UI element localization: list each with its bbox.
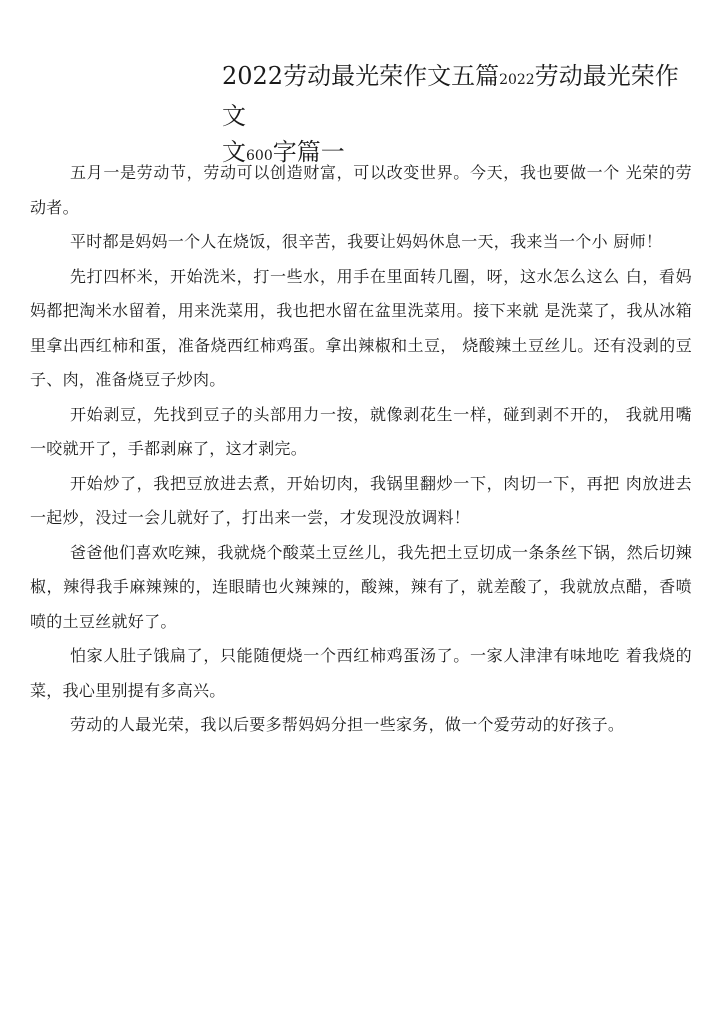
paragraph: 开始炒了，我把豆放进去煮，开始切肉，我锅里翻炒一下，肉切一下，再把 肉放进去一起炒，没过一会儿就好了，打出来一尝，才发现没放调料！ (30, 473, 692, 527)
paragraph: 劳动的人最光荣，我以后要多帮妈妈分担一些家务，做一个爱劳动的好孩子。 (70, 715, 625, 734)
title-part-b: 2022 (499, 72, 535, 88)
paragraph: 开始剥豆，先找到豆子的头部用力一按，就像剥花生一样，碰到剥不开的， 我就用嘴一咬就开了，手都剥麻了，这才剥完。 (30, 404, 692, 458)
paragraph: 怕家人肚子饿扁了，只能随便烧一个西红柿鸡蛋汤了。一家人津津有味地吃 着我烧的菜，我心里别提有多高兴。 (30, 646, 692, 700)
title-part-c: 劳动最光荣作文 (222, 62, 679, 130)
title-part-a: 2022劳动最光荣作文五篇 (222, 62, 500, 90)
paragraph: 爸爸他们喜欢吃辣，我就烧个酸菜土豆丝儿，我先把土豆切成一条条丝下锅，然后切辣椒，辣得我手麻辣辣的，连眼睛也火辣辣的，酸辣，辣有了，就差酸了，我就放点醋，香喷喷的土豆丝就好了。 (30, 542, 692, 631)
title-part-e: 字篇一 (272, 138, 345, 166)
paragraph: 五月一是劳动节，劳动可以创造财富，可以改变世界。今天，我也要做一个 光荣的劳动者。 (30, 163, 692, 217)
title-part-d: 600 (246, 148, 273, 164)
paragraph: 平时都是妈妈一个人在烧饭，很辛苦，我要让妈妈休息一天，我来当一个小 厨师！ (70, 232, 663, 251)
document-title: 2022劳动最光荣作文五篇2022劳动最光荣作文 文600字篇一 (222, 62, 679, 166)
paragraph: 先打四杯米，开始洗米，打一些水，用手在里面转几圈，呀，这水怎么这么 白，看妈妈都把淘米水留着，用来洗菜用，我也把水留在盆里洗菜用。接下来就 是洗菜了，我从冰箱里拿出西红柿和蛋，准备烧西红柿鸡蛋。拿出辣椒和土豆， 烧酸辣土豆丝儿。还有没剥的豆子、肉，准备烧豆子炒肉。 (30, 266, 692, 389)
document-body (30, 156, 692, 743)
